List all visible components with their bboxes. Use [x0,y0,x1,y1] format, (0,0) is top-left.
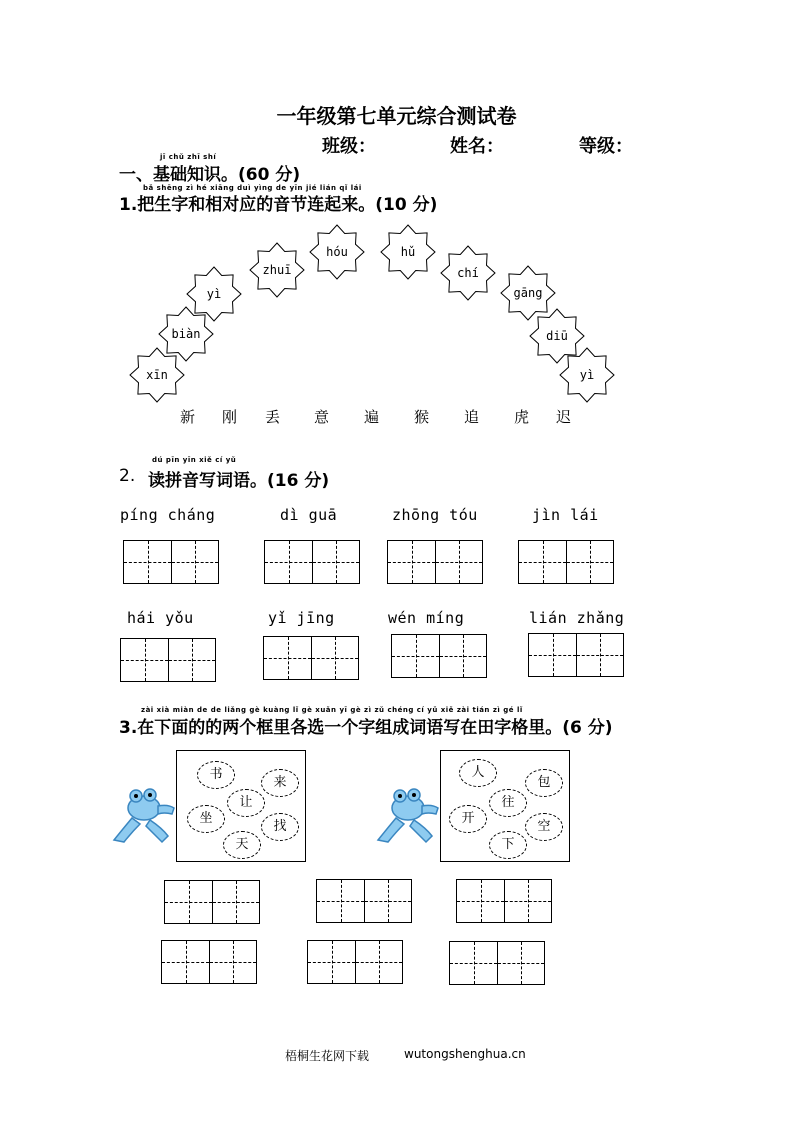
word-pinyin: yǐ jīng [268,609,335,627]
character-cloud: 开 [449,805,487,833]
class-label: 班级： [322,136,376,157]
writing-grid[interactable] [120,638,216,682]
character-cloud: 书 [197,761,235,789]
character-item[interactable]: 追 [464,408,480,426]
syllable-label: hǔ [400,245,416,259]
character-item[interactable]: 猴 [414,408,430,426]
name-label: 姓名： [450,136,504,157]
character-cloud: 天 [223,831,261,859]
character-cloud: 来 [261,769,299,797]
frog-icon [374,778,440,848]
word-pinyin: píng cháng [120,506,216,524]
q1-heading: 1.把生字和相对应的音节连起来。(10 分) [119,195,438,215]
writing-grid[interactable] [449,941,545,985]
character-item[interactable]: 遍 [364,408,380,426]
character-cloud: 包 [525,769,563,797]
character-cloud: 往 [489,789,527,817]
page-title: 一年级第七单元综合测试卷 [276,104,517,128]
writing-grid[interactable] [518,540,614,584]
syllable-label: gāng [513,286,543,300]
character-item[interactable]: 意 [314,408,330,426]
writing-grid[interactable] [387,540,483,584]
character-cloud: 人 [459,759,497,787]
word-pinyin: hái yǒu [127,609,194,627]
syllable-label: xīn [146,368,168,382]
writing-grid[interactable] [307,940,403,984]
syllable-label: hóu [326,245,348,259]
syllable-star[interactable] [440,245,496,301]
syllable-label: diū [546,329,568,343]
syllable-label: chí [457,266,479,280]
syllable-star[interactable] [249,242,305,298]
q2-pinyin: dú pīn yīn xiě cí yǔ [152,456,237,464]
character-item[interactable]: 虎 [514,408,530,426]
character-item[interactable]: 新 [180,408,196,426]
syllable-star[interactable] [380,224,436,280]
word-pinyin: lián zhǎng [529,609,625,627]
writing-grid[interactable] [263,636,359,680]
q2-number: 2. [119,466,136,486]
grade-label: 等级： [579,136,633,157]
character-box-1 [176,750,306,862]
character-box-2 [440,750,570,862]
character-cloud: 坐 [187,805,225,833]
writing-grid[interactable] [391,634,487,678]
syllable-label: biàn [171,327,201,341]
q2-heading: 读拼音写词语。(16 分) [148,471,330,491]
footer-url: wutongshenghua.cn [404,1047,526,1061]
character-cloud: 找 [261,813,299,841]
q1-pinyin: bǎ shēng zì hé xiāng duì yìng de yīn jié lián qǐ lái [143,184,362,192]
writing-grid[interactable] [161,940,257,984]
q3-heading: 3.在下面的的两个框里各选一个字组成词语写在田字格里。(6 分) [119,718,613,738]
syllable-label: yì [579,368,595,382]
syllable-label: yì [206,287,222,301]
writing-grid[interactable] [123,540,219,584]
word-pinyin: dì guā [280,506,338,524]
writing-grid[interactable] [316,879,412,923]
part1-heading: 一、基础知识。(60 分) [119,165,301,185]
frog-icon [110,778,176,848]
character-item[interactable]: 刚 [222,408,238,426]
syllable-star[interactable] [559,347,615,403]
writing-grid[interactable] [264,540,360,584]
part1-pinyin: jī chǔ zhī shí [160,153,217,161]
character-cloud: 下 [489,831,527,859]
word-pinyin: jìn lái [532,506,599,524]
footer-site-name: 梧桐生花网下载 [285,1049,370,1063]
character-item[interactable]: 迟 [556,408,572,426]
writing-grid[interactable] [164,880,260,924]
syllable-star[interactable] [309,224,365,280]
writing-grid[interactable] [528,633,624,677]
syllable-star[interactable] [186,266,242,322]
character-item[interactable]: 丢 [265,408,281,426]
character-cloud: 空 [525,813,563,841]
character-cloud: 让 [227,789,265,817]
q3-pinyin: zài xià miàn de de liǎng gè kuàng lǐ gè xuǎn yī gè zì zǔ chéng cí yǔ xiě zài tián zì gé lǐ [141,706,523,714]
writing-grid[interactable] [456,879,552,923]
word-pinyin: wén míng [388,609,465,627]
word-pinyin: zhōng tóu [392,506,478,524]
syllable-label: zhuī [262,263,292,277]
